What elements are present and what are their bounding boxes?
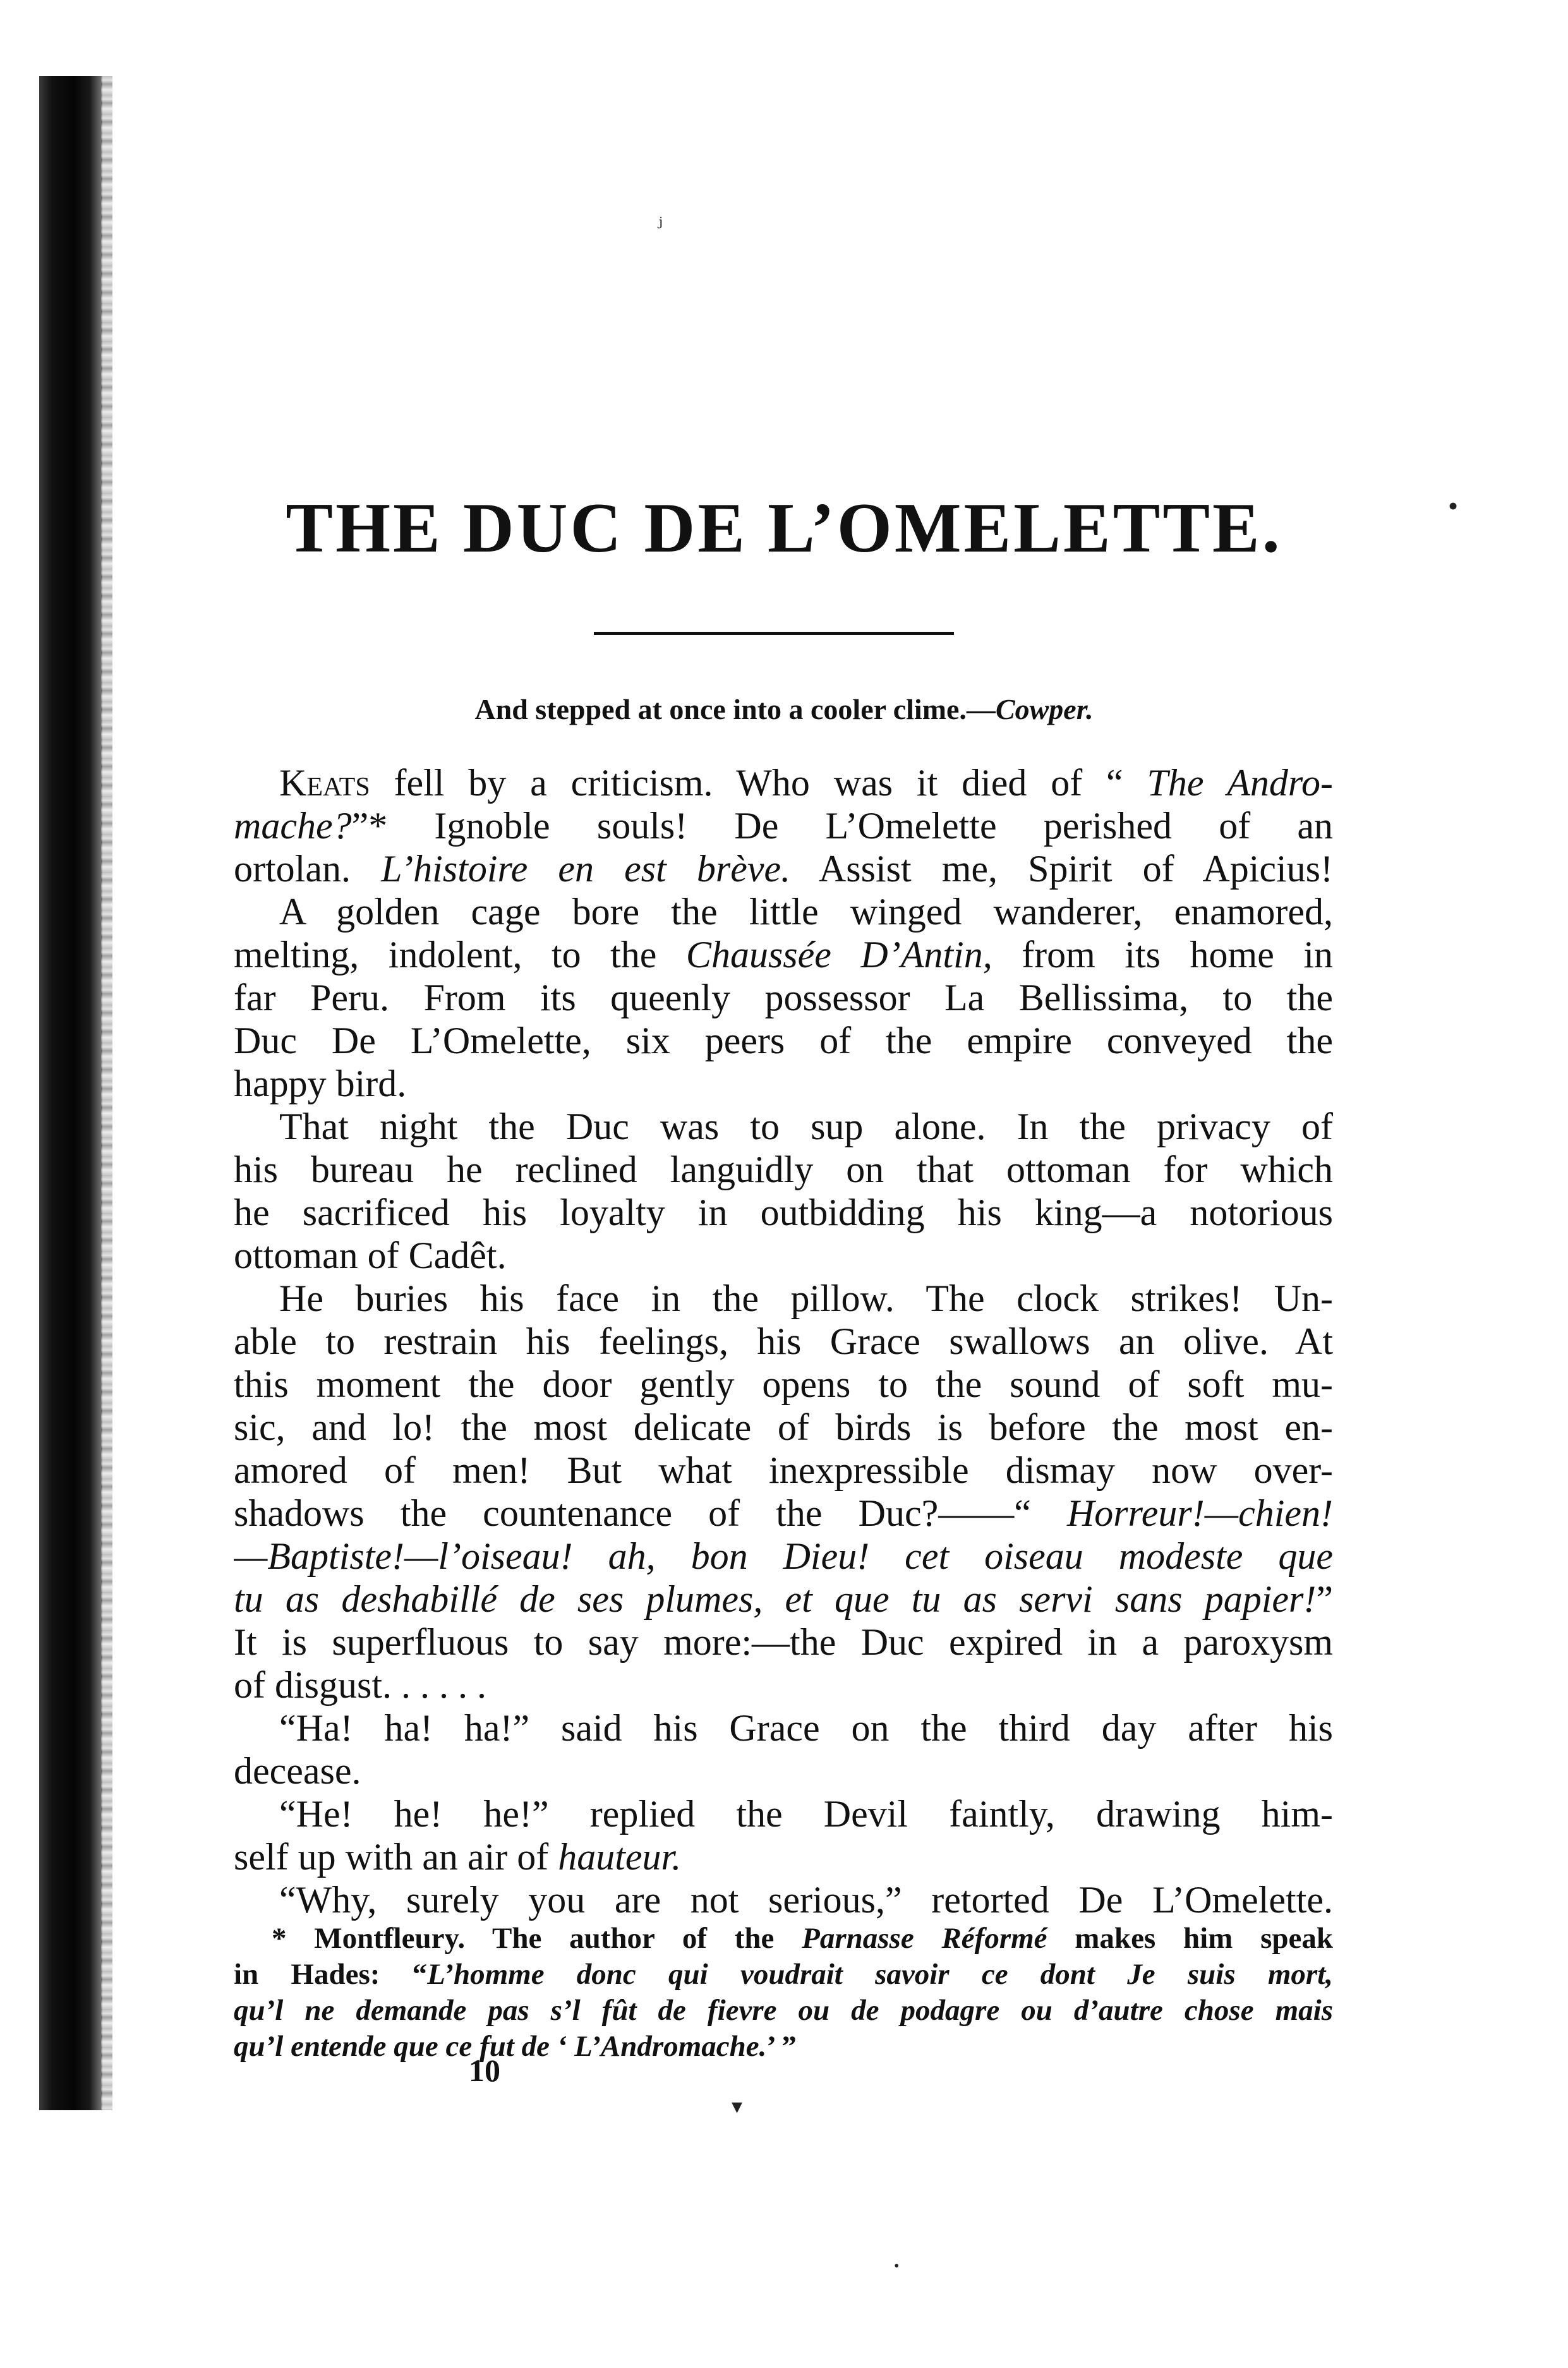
lines-text-segment: happy bird.: [234, 1063, 407, 1104]
lines-line: [234, 1019, 1333, 1062]
footnote-line: [234, 2029, 1333, 2065]
lines-line: [234, 1878, 1333, 1921]
lines-text-segment: Keats: [279, 762, 370, 804]
title-divider: [594, 632, 954, 635]
epigraph-author: Cowper.: [995, 693, 1094, 725]
lines-text-segment: fell by a criticism. Who was it died of “: [370, 762, 1147, 804]
lines-line: [234, 1792, 1333, 1835]
lines-text-segment: he sacrificed his loyalty in outbidding his king—a notorious: [234, 1192, 1333, 1233]
footnote-text-segment: qu’l entende que ce fut de ‘ L’Andromache.: [234, 2030, 767, 2063]
lines-text-segment: The Andro-: [1147, 762, 1333, 804]
lines-text-segment: ”: [1316, 1578, 1333, 1620]
lines-text-segment: tu as deshabillé de ses plumes, et que tu as servi sans papier!: [234, 1578, 1317, 1620]
lines-line: [234, 847, 1333, 890]
epigraph: [253, 692, 1315, 727]
lines-text-segment: able to restrain his feelings, his Grace swallows an olive. At: [234, 1320, 1333, 1362]
lines-text-segment: sic, and lo! the most delicate of birds is before the most en-: [234, 1406, 1333, 1448]
lines-text-segment: L’histoire en est brève.: [381, 848, 791, 890]
lines-line: [234, 761, 1333, 804]
lines-text-segment: this moment the door gently opens to the sound of soft mu-: [234, 1363, 1333, 1405]
lines-text-segment: melting, indolent, to the: [234, 934, 686, 976]
lines-line: [234, 976, 1333, 1019]
page-title: THE DUC DE L’OMELETTE.: [286, 489, 1282, 567]
lines-text-segment: Horreur!—chien!: [1066, 1492, 1333, 1534]
page-number: 10: [469, 2053, 500, 2088]
lines-text-segment: mache?: [234, 805, 352, 847]
lines-text-segment: “Ha! ha! ha!” said his Grace on the third day after his: [279, 1707, 1333, 1749]
lines-line: [234, 890, 1333, 933]
lines-text-segment: Chaussée D’Antin,: [685, 934, 992, 976]
footnote-line: [234, 1957, 1333, 1993]
epigraph-text: And stepped at once into a cooler clime.—: [474, 693, 996, 725]
footnote-text-segment: makes him speak: [1047, 1922, 1333, 1955]
footnote-text-segment: ’ ”: [766, 2030, 797, 2063]
lines-line: [234, 1148, 1333, 1191]
lines-line: [234, 1320, 1333, 1363]
lines-line: [234, 1749, 1333, 1792]
lines-text-segment: ottoman of Cadêt.: [234, 1235, 507, 1276]
lines-text-segment: It is superfluous to say more:—the Duc expired in a paroxysm: [234, 1621, 1333, 1663]
lines-line: [234, 1707, 1333, 1749]
lines-text-segment: from its home in: [992, 934, 1333, 976]
lines-line: [234, 1406, 1333, 1449]
lines-text-segment: shadows the countenance of the Duc?——“: [234, 1492, 1067, 1534]
print-speck: ⱼ: [657, 207, 663, 231]
lines-line: [234, 1363, 1333, 1406]
lines-text-segment: A golden cage bore the little winged wanderer, enamored,: [279, 891, 1333, 933]
lines-line: [234, 1277, 1333, 1320]
lines-text-segment: That night the Duc was to sup alone. In the privacy of: [279, 1106, 1333, 1147]
lines-text-segment: self up with an air of: [234, 1836, 558, 1878]
lines-line: [234, 1621, 1333, 1664]
footnote: [234, 1921, 1333, 2065]
story-body: [234, 761, 1333, 1921]
lines-text-segment: Duc De L’Omelette, six peers of the empire conveyed the: [234, 1020, 1333, 1061]
lines-text-segment: He buries his face in the pillow. The clock strikes! Un-: [279, 1278, 1333, 1319]
book-spine-shadow: [39, 76, 102, 2110]
footnote-text-segment: in Hades: “: [234, 1958, 428, 1991]
lines-text-segment: hauteur.: [558, 1836, 682, 1878]
lines-text-segment: —Baptiste!—l’oiseau! ah, bon Dieu! cet oiseau modeste que: [234, 1535, 1333, 1577]
lines-text-segment: of disgust. . . . . .: [234, 1664, 487, 1706]
lines-line: [234, 1191, 1333, 1234]
lines-line: [234, 1062, 1333, 1105]
lines-text-segment: amored of men! But what inexpressible dismay now over-: [234, 1449, 1333, 1491]
lines-text-segment: Assist me, Spirit of Apicius!: [790, 848, 1333, 890]
print-speck: ▾: [732, 2095, 743, 2118]
book-spine-edge: [101, 76, 112, 2110]
lines-line: [234, 1105, 1333, 1148]
print-speck: •: [1448, 490, 1459, 522]
lines-line: [234, 1835, 1333, 1878]
lines-line: [234, 1535, 1333, 1578]
print-speck: •: [894, 2258, 900, 2274]
footnote-line: [234, 1993, 1333, 2029]
lines-text-segment: “He! he! he!” replied the Devil faintly, drawing him-: [279, 1793, 1333, 1835]
lines-text-segment: ”* Ignoble souls! De L’Omelette perished of an: [351, 805, 1333, 847]
lines-line: [234, 1449, 1333, 1492]
lines-line: [234, 1492, 1333, 1535]
lines-text-segment: ortolan.: [234, 848, 382, 890]
lines-text-segment: far Peru. From its queenly possessor La Bellissima, to the: [234, 977, 1333, 1018]
lines-line: [234, 1578, 1333, 1621]
lines-line: [234, 1234, 1333, 1277]
footnote-text-segment: Parnasse Réformé: [802, 1922, 1047, 1955]
lines-text-segment: decease.: [234, 1750, 361, 1792]
footnote-line: [234, 1921, 1333, 1957]
lines-line: [234, 1664, 1333, 1707]
footnote-text-segment: * Montfleury. The author of the: [272, 1922, 802, 1955]
footnote-text-segment: L’homme donc qui voudrait savoir ce dont Je suis mort,: [427, 1958, 1333, 1991]
lines-text-segment: his bureau he reclined languidly on that ottoman for which: [234, 1149, 1333, 1190]
footnote-text-segment: qu’l ne demande pas s’l fût de fievre ou de podagre ou d’autre chose mais: [234, 1994, 1333, 2027]
lines-line: [234, 933, 1333, 976]
lines-line: [234, 804, 1333, 847]
lines-text-segment: “Why, surely you are not serious,” retorted De L’Omelette.: [279, 1879, 1333, 1921]
